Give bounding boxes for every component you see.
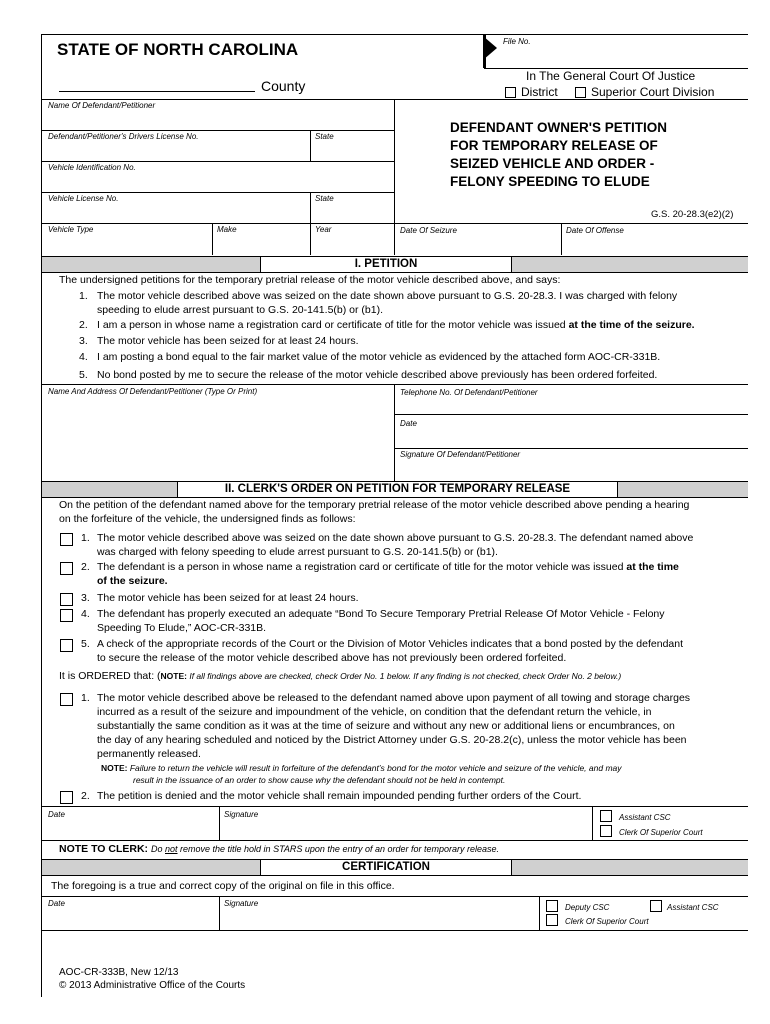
- cert-deputy-csc-label: Deputy CSC: [565, 903, 610, 912]
- order-1-note: NOTE: Failure to return the vehicle will result in forfeiture of the defendant’s bond for the motor vehicle and seizure of the vehicle, and may: [101, 763, 622, 773]
- petition-date-label: Date: [400, 419, 417, 428]
- superior-label: Superior Court Division: [591, 85, 715, 99]
- finding-1: The motor vehicle described above was seized on the date shown above pursuant to G.S. 20-28.3. The defendant named above: [97, 532, 694, 544]
- certification-heading: CERTIFICATION: [260, 859, 512, 875]
- finding-2: The defendant is a person in whose name a registration card or certificate of title for the motor vehicle was issued at the time: [97, 561, 679, 573]
- ordered-line: It is ORDERED that: (NOTE: If all findings above are checked, check Order No. 1 below. If any finding is not checked, check Order No. 2 below.): [59, 670, 622, 682]
- name-address-label: Name And Address Of Defendant/Petitioner (Type Or Print): [48, 387, 258, 396]
- superior-checkbox[interactable]: [575, 87, 586, 98]
- cert-clerk-checkbox[interactable]: [546, 914, 558, 926]
- vehicle-type-label: Vehicle Type: [48, 225, 94, 234]
- section-i-heading: I. PETITION: [260, 256, 512, 272]
- top-border: [41, 34, 748, 35]
- order-signature-label: Signature: [224, 810, 259, 819]
- statute-ref: G.S. 20-28.3(e2)(2): [651, 209, 734, 220]
- cert-assistant-csc-label: Assistant CSC: [667, 903, 719, 912]
- certification-text: The foregoing is a true and correct copy of the original on file in this office.: [51, 880, 395, 892]
- cert-assistant-csc-checkbox[interactable]: [650, 900, 662, 912]
- order-clerk-checkbox[interactable]: [600, 825, 612, 837]
- petition-item-2: I am a person in whose name a registration card or certificate of title for the motor vehicle was issued at the time of the seizure.: [97, 319, 695, 331]
- left-border: [41, 34, 42, 997]
- order-assistant-csc-label: Assistant CSC: [619, 813, 671, 822]
- finding-5: A check of the appropriate records of the Court or the Division of Motor Vehicles indicates that a bond posted by the defendant: [97, 638, 684, 650]
- finding-3: The motor vehicle has been seized for at least 24 hours.: [97, 592, 359, 604]
- note-to-clerk: NOTE TO CLERK: Do not remove the title hold in STARS upon the entry of an order for temporary release.: [59, 843, 500, 855]
- order-2: The petition is denied and the motor vehicle shall remain impounded pending further orders of the Court.: [97, 790, 582, 802]
- order-1-checkbox[interactable]: [60, 693, 73, 706]
- fields-right-border: [394, 99, 395, 255]
- section-ii-heading: II. CLERK'S ORDER ON PETITION FOR TEMPORARY RELEASE: [177, 481, 618, 497]
- state-label-2: State: [315, 194, 334, 203]
- district-label: District: [521, 85, 558, 99]
- year-label: Year: [315, 225, 332, 234]
- petition-item-3: The motor vehicle has been seized for at least 24 hours.: [97, 335, 359, 347]
- court-line: In The General Court Of Justice: [526, 69, 696, 83]
- state-label-1: State: [315, 132, 334, 141]
- petition-intro: The undersigned petitions for the temporary pretrial release of the motor vehicle described above, and says:: [59, 274, 561, 286]
- form-title-3: SEIZED VEHICLE AND ORDER -: [450, 156, 655, 171]
- order-1: The motor vehicle described above be released to the defendant named above upon payment of all towing and storage charges: [97, 692, 691, 704]
- cert-date-label: Date: [48, 899, 65, 908]
- finding-2-checkbox[interactable]: [60, 562, 73, 575]
- finding-1-checkbox[interactable]: [60, 533, 73, 546]
- copyright: © 2013 Administrative Office of the Courts: [59, 980, 246, 991]
- make-label: Make: [217, 225, 237, 234]
- petition-item-1: The motor vehicle described above was seized on the date shown above pursuant to G.S. 20-28.3. I was charged with felony: [97, 290, 678, 302]
- defendant-name-label: Name Of Defendant/Petitioner: [48, 101, 156, 110]
- telephone-label: Telephone No. Of Defendant/Petitioner: [400, 388, 538, 397]
- form-number: AOC-CR-333B, New 12/13: [59, 967, 179, 978]
- petition-item-4: I am posting a bond equal to the fair market value of the motor vehicle as evidenced by the attached form AOC-CR-331B.: [97, 351, 661, 363]
- order-intro: On the petition of the defendant named above for the temporary pretrial release of the motor vehicle described above pending a hearing: [59, 499, 690, 511]
- finding-3-checkbox[interactable]: [60, 593, 73, 606]
- state-title: STATE OF NORTH CAROLINA: [57, 40, 299, 59]
- cert-deputy-csc-checkbox[interactable]: [546, 900, 558, 912]
- finding-4: The defendant has properly executed an adequate “Bond To Secure Temporary Pretrial Release Of Motor Vehicle - Felony: [97, 608, 665, 620]
- finding-4-checkbox[interactable]: [60, 609, 73, 622]
- date-offense-label: Date Of Offense: [566, 226, 624, 235]
- order-clerk-label: Clerk Of Superior Court: [619, 828, 703, 837]
- vin-label: Vehicle Identification No.: [48, 163, 136, 172]
- license-no-label: Defendant/Petitioner's Drivers License No.: [48, 132, 199, 141]
- cert-clerk-label: Clerk Of Superior Court: [565, 917, 649, 926]
- file-no-label: File No.: [503, 37, 531, 46]
- date-seizure-label: Date Of Seizure: [400, 226, 457, 235]
- county-label: County: [261, 78, 306, 94]
- petition-signature-label: Signature Of Defendant/Petitioner: [400, 450, 521, 459]
- form-title-2: FOR TEMPORARY RELEASE OF: [450, 138, 658, 153]
- district-checkbox[interactable]: [505, 87, 516, 98]
- order-date-label: Date: [48, 810, 65, 819]
- cert-signature-label: Signature: [224, 899, 259, 908]
- form-title-1: DEFENDANT OWNER'S PETITION: [450, 120, 667, 135]
- petition-item-5: No bond posted by me to secure the release of the motor vehicle described above previously has been ordered forfeited.: [97, 369, 658, 381]
- finding-5-checkbox[interactable]: [60, 639, 73, 652]
- order-assistant-csc-checkbox[interactable]: [600, 810, 612, 822]
- file-no-arrow-stem: [483, 34, 486, 68]
- order-2-checkbox[interactable]: [60, 791, 73, 804]
- form-title-4: FELONY SPEEDING TO ELUDE: [450, 174, 650, 189]
- county-line[interactable]: [59, 91, 255, 92]
- plate-no-label: Vehicle License No.: [48, 194, 119, 203]
